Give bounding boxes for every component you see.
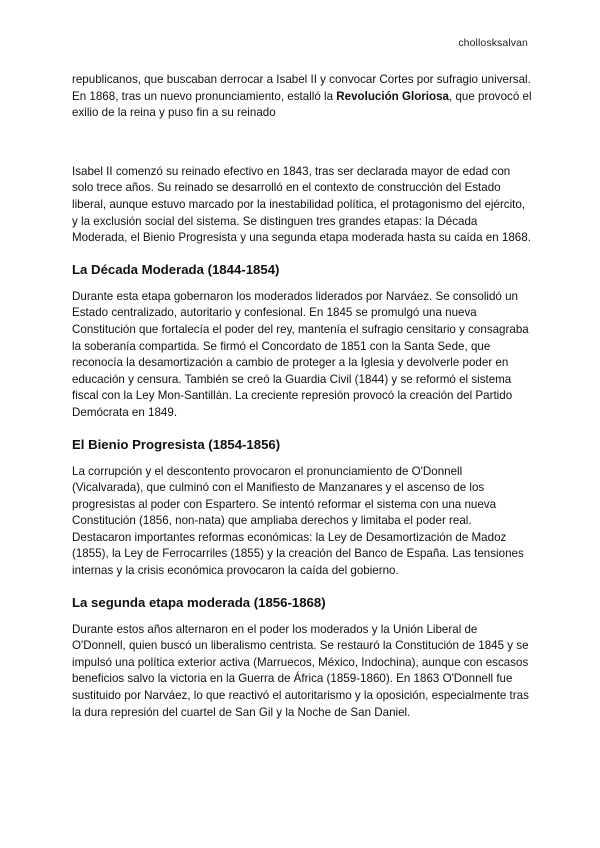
- intro-text-before: republicanos, que buscaban derrocar a Isabel II y convocar Cortes por sufragio universal. En 1868, tras un nuevo pronunciamiento, estalló la: [72, 73, 531, 103]
- paragraph-spacer: [72, 122, 532, 164]
- section-body-segunda-etapa: Durante estos años alternaron en el poder los moderados y la Unión Liberal de O'Donnell, quien buscó un liberalismo centrista. Se restauró la Constitución de 1845 y se impulsó una política exterior activa (Marruecos, México, Indochina), aunque con escasos beneficios salvo la victoria en la Guerra de África (1859-1860). En 1863 O'Donnell fue sustituido por Narváez, lo que reactivó el autoritarismo y la oposición, especialmente tras la dura represión del cuartel de San Gil y la Noche de San Daniel.: [72, 622, 529, 719]
- overview-paragraph: Isabel II comenzó su reinado efectivo en 1843, tras ser declarada mayor de edad con solo trece años. Su reinado se desarrolló en el contexto de construcción del Estado liberal, aunque estuvo marcado por la inestabilidad política, el protagonismo del ejército, y la exclusión social del sistema. Se distinguen tres grandes etapas: la Década Moderada, el Bienio Progresista y una segunda etapa moderada hasta su caída en 1868.: [72, 164, 531, 245]
- section-heading-decada-moderada: La Década Moderada (1844-1854): [72, 261, 280, 277]
- section-body-decada-moderada: Durante esta etapa gobernaron los moderados liderados por Narváez. Se consolidó un Estado centralizado, autoritario y confesional. En 1845 se promulgó una nueva Constitución que fortalecía el poder del rey, mantenía el sufragio censitario y consagraba la soberanía compartida. Se firmó el Concordato de 1851 con la Santa Sede, que reconocía la desamortización a cambio de proteger a la Iglesia y devolverle poder en educación y censura. También se creó la Guardia Civil (1844) y se reformó el sistema fiscal con la Ley Mon-Santillán. La creciente represión provocó la creación del Partido Demócrata en 1849.: [72, 289, 529, 419]
- section-heading-bienio-progresista: El Bienio Progresista (1854-1856): [72, 436, 281, 452]
- intro-text-after: , que provocó el exilio de la reina y puso fin a su reinado: [72, 89, 532, 120]
- intro-paragraph: [72, 72, 532, 122]
- section-body-bienio-progresista: La corrupción y el descontento provocaron el pronunciamiento de O'Donnell (Vicalvarada), que culminó con el Manifiesto de Manzanares y el ascenso de los progresistas al poder con Espartero. Se intentó reformar el sistema con una nueva Constitución (1856, non-nata) que ampliaba derechos y limitaba el poder real. Destacaron importantes reformas económicas: la Ley de Desamortización de Madoz (1855), la Ley de Ferrocarriles (1855) y la creación del Banco de España. Las tensiones internas y la crisis económica provocaron la caída del gobierno.: [72, 464, 524, 578]
- document-page: [72, 72, 532, 721]
- header-brand: chollosksalvan: [458, 37, 528, 49]
- section-heading-segunda-etapa: La segunda etapa moderada (1856-1868): [72, 594, 326, 610]
- intro-bold-term: Revolución Gloriosa: [336, 89, 450, 103]
